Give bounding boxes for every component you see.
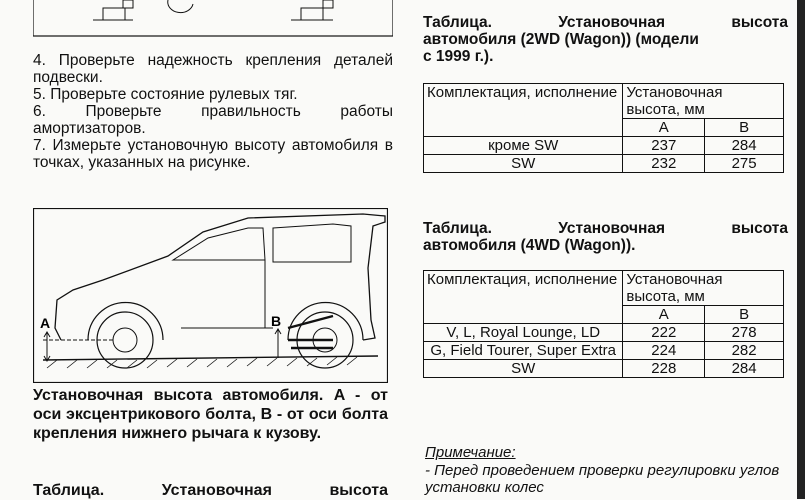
step-5: 5. Проверьте состояние рулевых тяг. [33, 86, 298, 103]
table2-cell-b: 278 [705, 324, 784, 342]
table2-title-line-2: автомобиля (4WD (Wagon)). [423, 237, 636, 254]
table-row [424, 360, 784, 378]
label-b: B [271, 313, 282, 329]
table1-cell-b: 275 [705, 155, 784, 173]
table2-cell-name: V, L, Royal Lounge, LD [424, 324, 623, 342]
table1-title-word-1: Таблица. [423, 14, 492, 31]
table1-cell-a: 237 [623, 137, 705, 155]
table1-title-word-3: высота [731, 14, 788, 31]
table2-cell-a: 228 [623, 360, 705, 378]
table2-header-a: A [623, 306, 705, 324]
table1-title-word-2: Установочная [558, 14, 665, 31]
next-table-title [33, 482, 388, 500]
table2 [423, 270, 784, 378]
next-table-title-word-1: Таблица. [33, 482, 105, 499]
figure-caption: Установочная высота автомобиля. A - от оси эксцентрикового болта, B - от оси болта крепления нижнего рычага к кузову. [33, 387, 388, 442]
table1-title-line-3: с 1999 г.). [423, 48, 494, 65]
table2-title [423, 220, 788, 254]
page-edge-strip [797, 0, 805, 499]
table2-header-height: Установочная высота, мм [623, 271, 784, 306]
label-a: A [40, 315, 51, 331]
table1-header-height: Установочная высота, мм [623, 84, 784, 119]
step-7: 7. Измерьте установочную высоту автомобиля в точках, указанных на рисунке. [33, 137, 393, 171]
table-row [424, 342, 784, 360]
table2-header-b: B [705, 306, 784, 324]
table1-cell-name: SW [424, 155, 623, 173]
table1 [423, 83, 784, 173]
table1-cell-name: кроме SW [424, 137, 623, 155]
inspection-steps [33, 52, 393, 171]
table1-header-b: B [705, 119, 784, 137]
table-row [424, 324, 784, 342]
car-height-diagram [33, 208, 388, 383]
step-6: 6. Проверьте правильность работы амортизаторов. [33, 103, 393, 137]
table1-title-line-2: автомобиля (2WD (Wagon)) (модели [423, 31, 699, 48]
table1-cell-b: 284 [705, 137, 784, 155]
table2-cell-a: 222 [623, 324, 705, 342]
note-text: - Перед проведением проверки регулировки углов установки колес [425, 462, 780, 496]
table2-title-word-1: Таблица. [423, 220, 492, 237]
table2-cell-name: G, Field Tourer, Super Extra [424, 342, 623, 360]
table2-header-config: Комплектация, исполнение [424, 271, 623, 324]
note-heading: Примечание: [425, 444, 516, 461]
step-4: 4. Проверьте надежность крепления деталей подвески. [33, 52, 393, 86]
table2-cell-a: 224 [623, 342, 705, 360]
table-row [424, 137, 784, 155]
top-figure-fragment [33, 0, 393, 40]
table2-title-word-2: Установочная [558, 220, 665, 237]
next-table-title-word-2: Установочная [161, 482, 272, 499]
table2-cell-b: 284 [705, 360, 784, 378]
table2-cell-b: 282 [705, 342, 784, 360]
table1-header-a: A [623, 119, 705, 137]
table1-title [423, 14, 788, 65]
next-table-title-word-3: высота [329, 482, 388, 499]
table1-cell-a: 232 [623, 155, 705, 173]
table-row [424, 155, 784, 173]
table2-cell-name: SW [424, 360, 623, 378]
table2-title-word-3: высота [731, 220, 788, 237]
table1-header-config: Комплектация, исполнение [424, 84, 623, 137]
